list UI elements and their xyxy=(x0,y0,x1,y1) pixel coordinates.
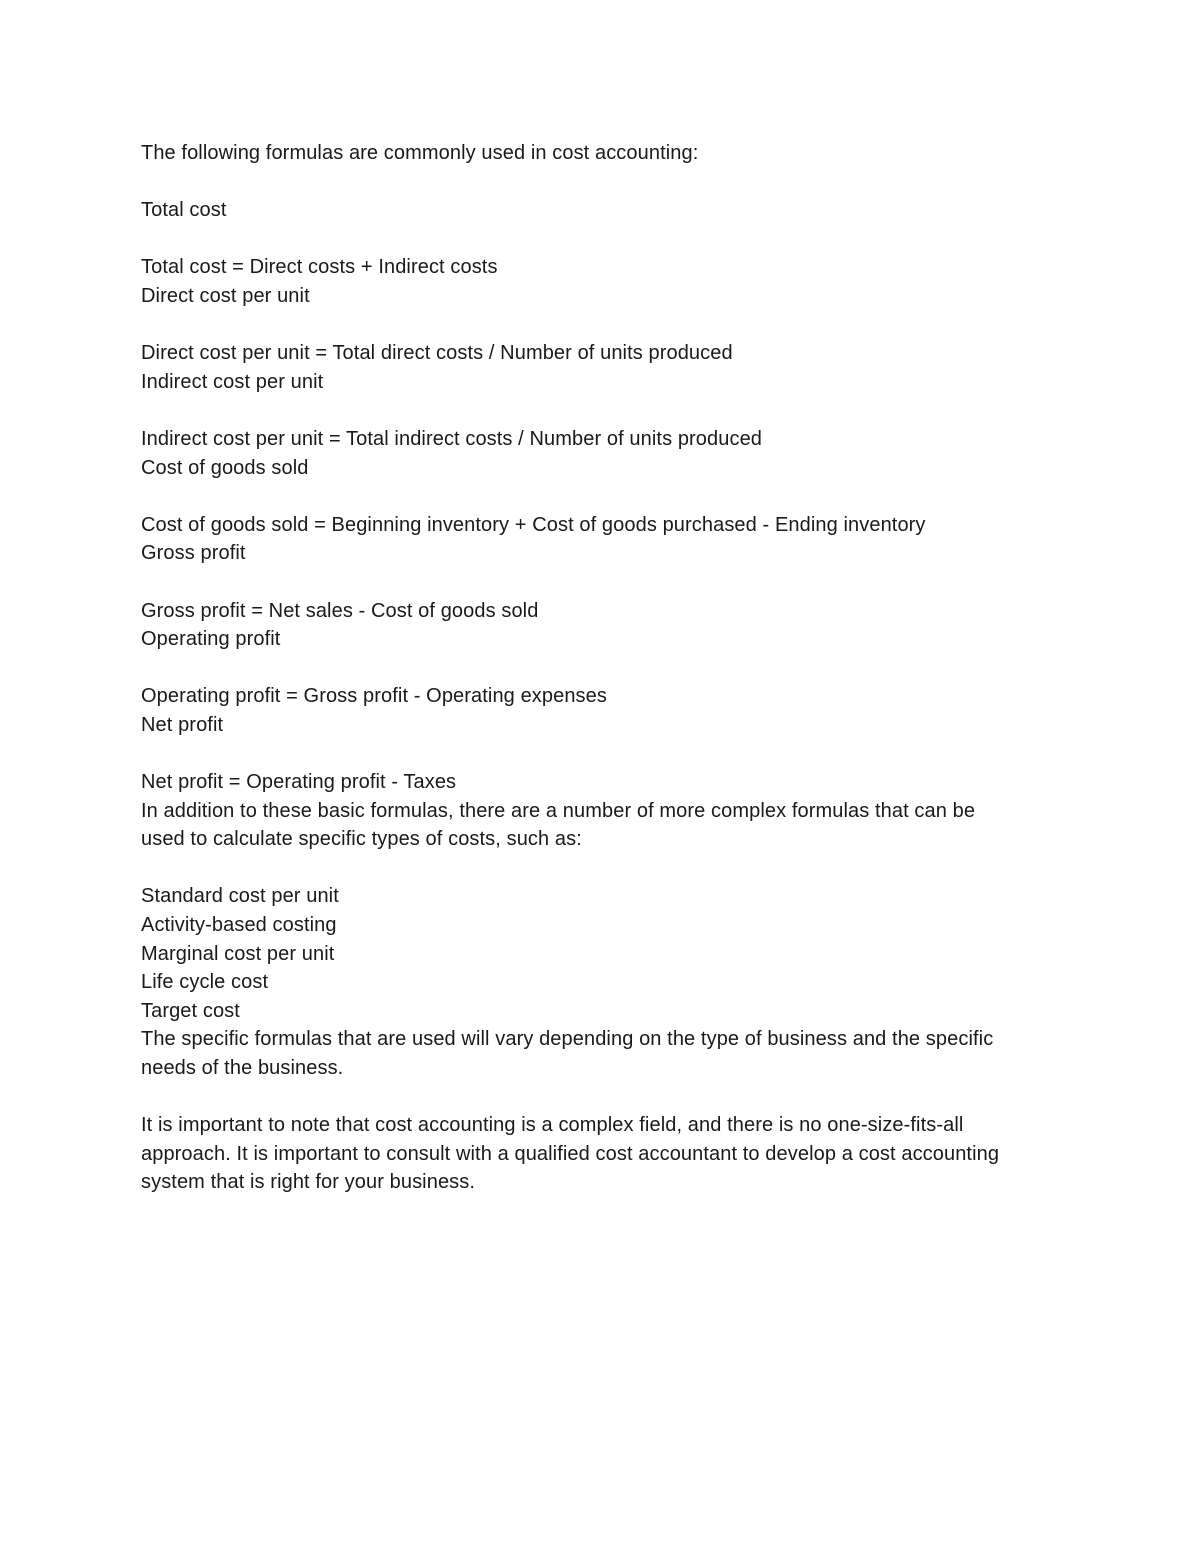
note-line-2: approach. It is important to consult with a qualified cost accountant to develop a cost accounting xyxy=(141,1142,1000,1165)
intro-text: The following formulas are commonly used in cost accounting: xyxy=(141,142,699,164)
cogs-formula: Cost of goods sold = Beginning inventory + Cost of goods purchased - Ending inventory xyxy=(141,513,926,536)
gross-profit-heading: Gross profit xyxy=(141,542,246,565)
complex-intro-line-1: In addition to these basic formulas, there are a number of more complex formulas that can be xyxy=(141,799,976,822)
spacer xyxy=(141,311,1071,340)
vary-line-1: The specific formulas that are used will vary depending on the type of business and the specific xyxy=(141,1028,994,1051)
operating-profit-heading: Operating profit xyxy=(141,628,281,651)
gross-profit-formula: Gross profit = Net sales - Cost of goods sold xyxy=(141,599,539,622)
spacer xyxy=(141,225,1071,254)
spacer xyxy=(141,854,1071,883)
complex-list-item: Target cost xyxy=(141,999,240,1022)
direct-cost-formula: Direct cost per unit = Total direct costs / Number of units produced xyxy=(141,342,733,365)
complex-list-item: Activity-based costing xyxy=(141,914,337,937)
cogs-heading: Cost of goods sold xyxy=(141,456,309,479)
note-line-3: system that is right for your business. xyxy=(141,1171,476,1194)
spacer xyxy=(141,482,1071,511)
spacer xyxy=(141,396,1071,425)
operating-profit-formula: Operating profit = Gross profit - Operating expenses xyxy=(141,685,607,708)
note-line-1: It is important to note that cost accounting is a complex field, and there is no one-size-fits-all xyxy=(141,1114,964,1137)
complex-list-item: Standard cost per unit xyxy=(141,885,339,908)
total-cost-heading: Total cost xyxy=(141,199,227,222)
document-body xyxy=(141,139,1071,1197)
net-profit-formula: Net profit = Operating profit - Taxes xyxy=(141,771,457,794)
spacer xyxy=(141,568,1071,597)
spacer xyxy=(141,654,1071,683)
net-profit-heading: Net profit xyxy=(141,713,224,736)
indirect-cost-formula: Indirect cost per unit = Total indirect costs / Number of units produced xyxy=(141,427,763,450)
spacer xyxy=(141,1083,1071,1112)
spacer xyxy=(141,739,1071,768)
complex-list-item: Life cycle cost xyxy=(141,971,269,994)
complex-list-item: Marginal cost per unit xyxy=(141,942,335,965)
vary-line-2: needs of the business. xyxy=(141,1057,344,1079)
spacer xyxy=(141,168,1071,197)
complex-intro-line-2: used to calculate specific types of costs, such as: xyxy=(141,828,582,851)
total-cost-formula: Total cost = Direct costs + Indirect costs xyxy=(141,256,498,279)
direct-cost-heading: Direct cost per unit xyxy=(141,284,310,307)
indirect-cost-heading: Indirect cost per unit xyxy=(141,370,324,393)
